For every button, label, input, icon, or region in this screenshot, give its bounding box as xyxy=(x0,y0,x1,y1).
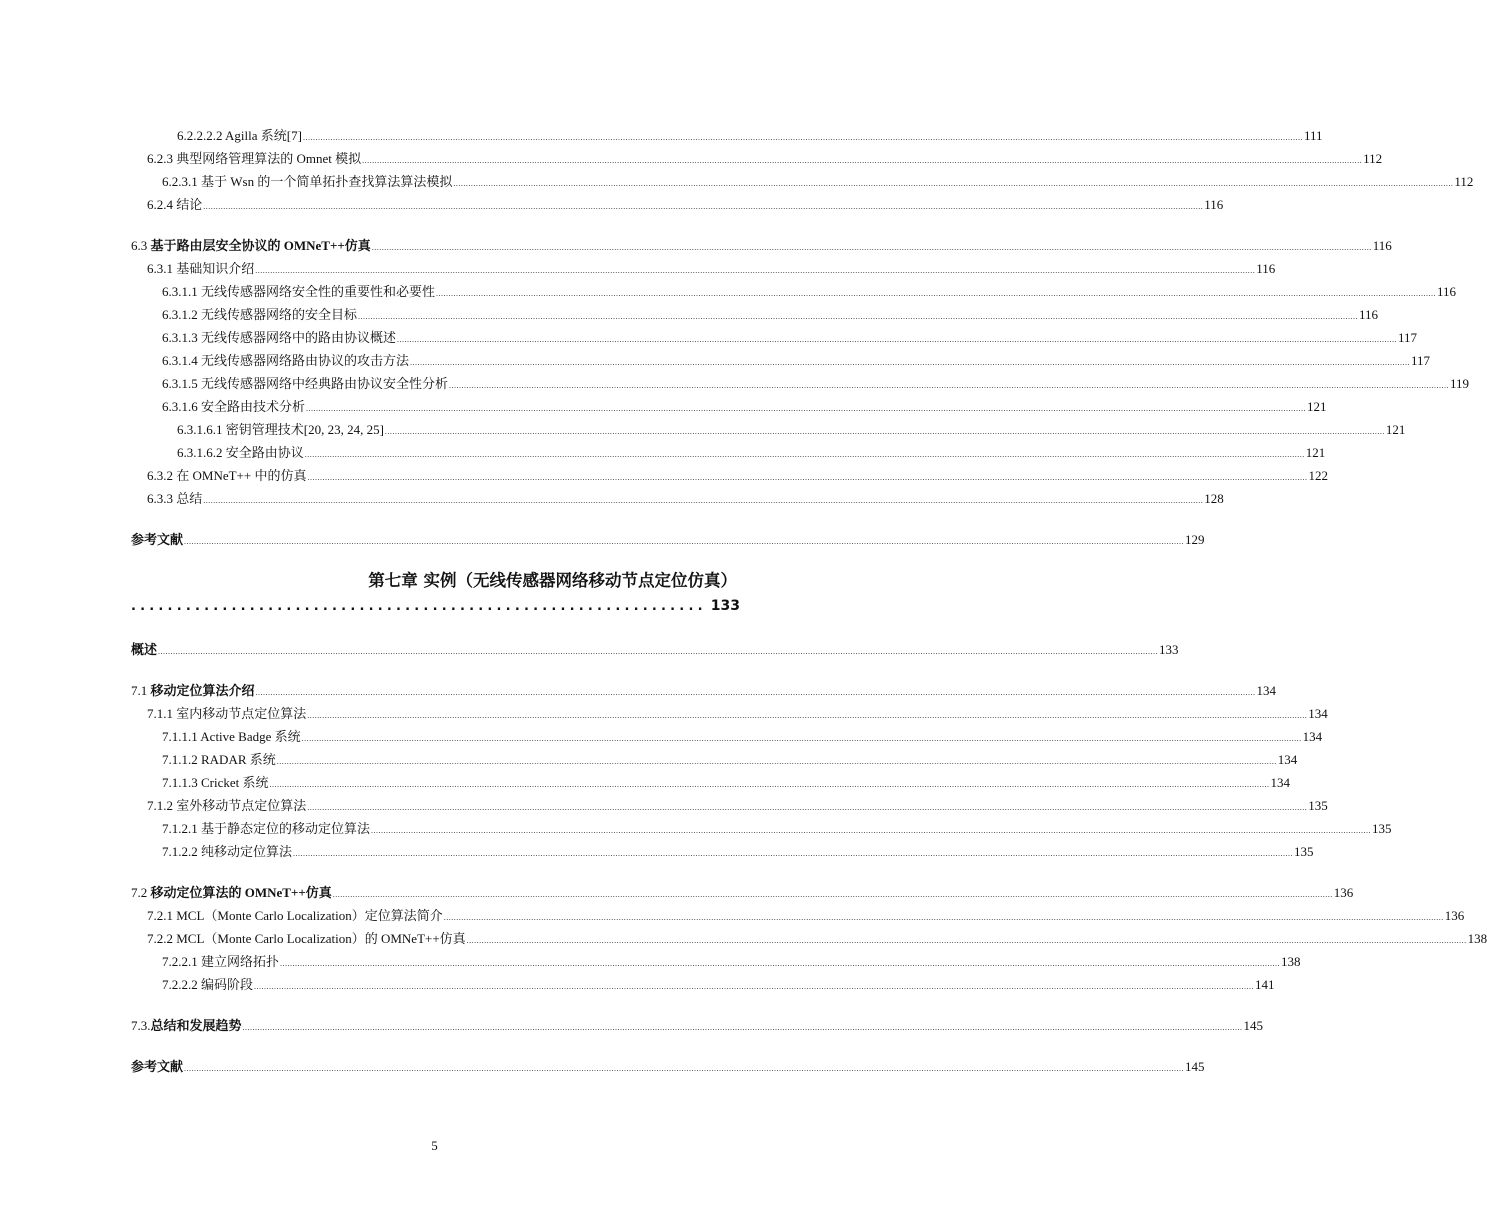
toc-entry[interactable] xyxy=(131,303,1379,326)
toc-entry[interactable] xyxy=(131,881,1354,904)
toc-entry-number: 6.3 xyxy=(131,238,151,253)
toc-entry-title: 7.1.1 室内移动节点定位算法 xyxy=(147,706,307,721)
toc-entry-page: 138 xyxy=(1281,954,1301,969)
toc-spacer xyxy=(131,1037,737,1055)
toc-leader-dots: ................................................................................................................................................................................................................................................................................................................................................................................................................ xyxy=(255,266,1256,275)
toc-entry-page: 134 xyxy=(1270,775,1291,790)
toc-entry-page: 112 xyxy=(1454,174,1474,189)
toc-entry-bold-title: 移动定位算法介绍 xyxy=(150,683,255,698)
toc-entry-page: 112 xyxy=(1363,151,1383,166)
toc-entry-title xyxy=(131,679,255,702)
toc-leader-dots: ................................................................................................................................................................................................................................................................................................................................................................................................................ xyxy=(332,890,1333,899)
toc-entry-title: 6.3.1.6.2 安全路由协议 xyxy=(177,445,304,460)
toc-leader-dots: ................................................................................................................................................................................................................................................................................................................................................................................................................ xyxy=(293,849,1294,858)
chapter-7-heading xyxy=(131,568,740,618)
toc-entry-page: 145 xyxy=(1243,1018,1264,1033)
toc-entry-page: 116 xyxy=(1437,284,1457,299)
toc-entry-page: 145 xyxy=(1185,1059,1205,1074)
toc-entry[interactable] xyxy=(131,349,1431,372)
toc-entry-title: 6.3.2 在 OMNeT++ 中的仿真 xyxy=(147,468,307,483)
toc-leader-dots: ................................................................................................................................................................................................................................................................................................................................................................................................................ xyxy=(466,936,1467,945)
toc-entry-page: 111 xyxy=(1303,128,1323,143)
toc-entry-page: 135 xyxy=(1372,821,1392,836)
toc-entry-title: 6.3.1.6 安全路由技术分析 xyxy=(162,399,306,414)
toc-entry-title: 6.3.1.1 无线传感器网络安全性的重要性和必要性 xyxy=(162,284,436,299)
toc-entry-title: 6.2.2.2.2 Agilla 系统[7] xyxy=(177,128,302,143)
toc-entry-title: 6.3.1 基础知识介绍 xyxy=(147,261,255,276)
toc-entry[interactable] xyxy=(131,234,1392,257)
toc-entry[interactable] xyxy=(131,679,1277,702)
toc-entry-bold-title: 基于路由层安全协议的 OMNeT++仿真 xyxy=(150,238,371,253)
toc-leader-dots: ................................................................................................................................................................................................................................................................................................................................................................................................................ xyxy=(449,381,1450,390)
toc-entry[interactable] xyxy=(131,280,1457,303)
toc-entry-title: 6.2.3.1 基于 Wsn 的一个简单拓扑查找算法算法模拟 xyxy=(162,174,453,189)
toc-section-6 xyxy=(131,124,1474,551)
toc-entry-page: 138 xyxy=(1467,931,1487,946)
toc-entry[interactable] xyxy=(131,487,1224,510)
toc-entry-title xyxy=(131,1055,183,1078)
toc-entry-title: 6.3.1.6.1 密钥管理技术[20, 23, 24, 25] xyxy=(177,422,384,437)
toc-entry-page: 119 xyxy=(1450,376,1470,391)
toc-entry-title: 6.3.1.5 无线传感器网络中经典路由协议安全性分析 xyxy=(162,376,449,391)
toc-entry-page: 134 xyxy=(1308,706,1328,721)
toc-entry[interactable] xyxy=(131,441,1326,464)
toc-leader-dots: ................................................................................................................................................................................................................................................................................................................................................................................................................ xyxy=(254,982,1255,991)
toc-entry-page: 117 xyxy=(1398,330,1418,345)
toc-entry-page: 117 xyxy=(1411,353,1431,368)
toc-leader-dots: ................................................................................................................................................................................................................................................................................................................................................................................................................ xyxy=(242,1023,1243,1032)
toc-entry-page: 134 xyxy=(1277,752,1298,767)
toc-entry-title: 7.2.1 MCL（Monte Carlo Localization）定位算法简介 xyxy=(147,908,443,923)
toc-entry-page: 121 xyxy=(1307,399,1327,414)
toc-leader-dots: ................................................................................................................................................................................................................................................................................................................................................................................................................ xyxy=(443,913,1444,922)
toc-entry-title: 6.2.3 典型网络管理算法的 Omnet 模拟 xyxy=(147,151,362,166)
toc-leader-dots: ................................................................................................................................................................................................................................................................................................................................................................................................................ xyxy=(453,179,1454,188)
toc-leader-dots: ................................................................................................................................................................................................................................................................................................................................................................................................................ xyxy=(362,156,1363,165)
chapter-dots: ............................................................... xyxy=(131,599,707,614)
toc-entry[interactable] xyxy=(131,257,1276,280)
toc-entry[interactable] xyxy=(131,725,1323,748)
toc-leader-dots: ................................................................................................................................................................................................................................................................................................................................................................................................................ xyxy=(436,289,1437,298)
toc-entry[interactable] xyxy=(131,418,1406,441)
toc-entry[interactable] xyxy=(131,904,1465,927)
toc-entry[interactable] xyxy=(131,124,1323,147)
toc-entry-page: 116 xyxy=(1372,238,1392,253)
toc-entry[interactable] xyxy=(131,326,1418,349)
toc-entry[interactable] xyxy=(131,464,1328,487)
toc-leader-dots: ................................................................................................................................................................................................................................................................................................................................................................................................................ xyxy=(371,826,1372,835)
toc-entry-title: 7.1.2.2 纯移动定位算法 xyxy=(162,844,293,859)
toc-entry-page: 121 xyxy=(1385,422,1406,437)
toc-leader-dots: ................................................................................................................................................................................................................................................................................................................................................................................................................ xyxy=(184,1064,1185,1073)
toc-entry-page: 135 xyxy=(1294,844,1314,859)
toc-entry-page: 141 xyxy=(1255,977,1275,992)
toc-leader-dots: ................................................................................................................................................................................................................................................................................................................................................................................................................ xyxy=(371,243,1372,252)
toc-spacer xyxy=(131,216,737,234)
toc-leader-dots: ................................................................................................................................................................................................................................................................................................................................................................................................................ xyxy=(358,312,1359,321)
toc-entry-page: 128 xyxy=(1204,491,1224,506)
toc-entry[interactable] xyxy=(131,817,1392,840)
toc-leader-dots: ................................................................................................................................................................................................................................................................................................................................................................................................................ xyxy=(301,734,1302,743)
toc-entry[interactable] xyxy=(131,193,1224,216)
toc-entry-page: 136 xyxy=(1444,908,1465,923)
page-number: 5 xyxy=(431,1138,438,1153)
toc-entry-title: 7.2.2.2 编码阶段 xyxy=(162,977,254,992)
toc-entry-page: 135 xyxy=(1308,798,1328,813)
toc-entry[interactable] xyxy=(131,170,1474,193)
toc-entry-title: 6.2.4 结论 xyxy=(147,197,203,212)
toc-entry[interactable] xyxy=(131,748,1298,771)
toc-entry-bold-title: 参考文献 xyxy=(131,532,184,547)
toc-section-7 xyxy=(131,638,1487,1078)
toc-entry[interactable] xyxy=(131,638,1179,661)
toc-spacer xyxy=(131,661,737,679)
toc-leader-dots: ................................................................................................................................................................................................................................................................................................................................................................................................................ xyxy=(307,473,1308,482)
toc-leader-dots: ................................................................................................................................................................................................................................................................................................................................................................................................................ xyxy=(384,427,1385,436)
toc-entry[interactable] xyxy=(131,147,1383,170)
toc-entry[interactable] xyxy=(131,395,1327,418)
toc-entry-title: 7.1.1.1 Active Badge 系统 xyxy=(162,729,301,744)
toc-leader-dots: ................................................................................................................................................................................................................................................................................................................................................................................................................ xyxy=(269,780,1270,789)
toc-entry-title xyxy=(131,1014,242,1037)
toc-entry-page: 134 xyxy=(1302,729,1323,744)
toc-leader-dots: ................................................................................................................................................................................................................................................................................................................................................................................................................ xyxy=(410,358,1411,367)
chapter-leader-line xyxy=(131,594,740,618)
toc-entry-title: 7.1.2.1 基于静态定位的移动定位算法 xyxy=(162,821,371,836)
toc-leader-dots: ................................................................................................................................................................................................................................................................................................................................................................................................................ xyxy=(203,202,1204,211)
toc-entry-bold-title: 参考文献 xyxy=(131,1059,184,1074)
toc-entry-bold-title: 总结和发展趋势 xyxy=(150,1018,242,1033)
toc-spacer xyxy=(131,863,737,881)
chapter-page-number: 133 xyxy=(710,598,740,614)
toc-entry-number: 7.1 xyxy=(131,683,151,698)
toc-entry[interactable] xyxy=(131,528,1205,551)
toc-entry-bold-title: 移动定位算法的 OMNeT++仿真 xyxy=(150,885,332,900)
toc-entry-page: 116 xyxy=(1204,197,1224,212)
toc-entry[interactable] xyxy=(131,794,1328,817)
toc-leader-dots: ................................................................................................................................................................................................................................................................................................................................................................................................................ xyxy=(255,688,1256,697)
toc-entry-title: 6.3.1.3 无线传感器网络中的路由协议概述 xyxy=(162,330,397,345)
toc-leader-dots: ................................................................................................................................................................................................................................................................................................................................................................................................................ xyxy=(302,133,1303,142)
toc-leader-dots: ................................................................................................................................................................................................................................................................................................................................................................................................................ xyxy=(276,757,1277,766)
toc-entry-title: 7.2.2.1 建立网络拓扑 xyxy=(162,954,280,969)
toc-entry-title xyxy=(131,638,157,661)
toc-entry[interactable] xyxy=(131,1055,1205,1078)
toc-entry-title xyxy=(131,881,332,904)
toc-entry-title: 7.1.1.2 RADAR 系统 xyxy=(162,752,276,767)
toc-leader-dots: ................................................................................................................................................................................................................................................................................................................................................................................................................ xyxy=(306,404,1307,413)
chapter-title: 第七章 实例（无线传感器网络移动节点定位仿真） xyxy=(368,571,737,590)
toc-entry[interactable] xyxy=(131,702,1328,725)
toc-entry-number: 7.2 xyxy=(131,885,151,900)
toc-leader-dots: ................................................................................................................................................................................................................................................................................................................................................................................................................ xyxy=(184,537,1185,546)
toc-entry[interactable] xyxy=(131,771,1291,794)
toc-entry-title: 6.3.1.4 无线传感器网络路由协议的攻击方法 xyxy=(162,353,410,368)
toc-entry-title: 6.3.3 总结 xyxy=(147,491,203,506)
toc-entry[interactable] xyxy=(131,1014,1264,1037)
toc-leader-dots: ................................................................................................................................................................................................................................................................................................................................................................................................................ xyxy=(158,647,1159,656)
toc-entry-title: 6.3.1.2 无线传感器网络的安全目标 xyxy=(162,307,358,322)
toc-entry-page: 133 xyxy=(1159,642,1179,657)
toc-entry-title: 7.2.2 MCL（Monte Carlo Localization）的 OMNeT++仿真 xyxy=(147,931,466,946)
toc-entry-number: 7.3. xyxy=(131,1018,151,1033)
toc-entry-bold-title: 概述 xyxy=(131,642,158,657)
toc-entry-page: 121 xyxy=(1305,445,1326,460)
toc-entry[interactable] xyxy=(131,372,1470,395)
toc-entry[interactable] xyxy=(131,973,1275,996)
toc-entry-page: 134 xyxy=(1256,683,1277,698)
toc-entry[interactable] xyxy=(131,927,1487,950)
toc-leader-dots: ................................................................................................................................................................................................................................................................................................................................................................................................................ xyxy=(307,803,1308,812)
toc-leader-dots: ................................................................................................................................................................................................................................................................................................................................................................................................................ xyxy=(304,450,1305,459)
toc-spacer xyxy=(131,996,737,1014)
toc-leader-dots: ................................................................................................................................................................................................................................................................................................................................................................................................................ xyxy=(203,496,1204,505)
toc-entry-title: 7.1.1.3 Cricket 系统 xyxy=(162,775,269,790)
toc-entry-page: 129 xyxy=(1185,532,1205,547)
toc-entry-page: 116 xyxy=(1256,261,1276,276)
toc-entry-title: 7.1.2 室外移动节点定位算法 xyxy=(147,798,307,813)
toc-entry[interactable] xyxy=(131,840,1314,863)
toc-leader-dots: ................................................................................................................................................................................................................................................................................................................................................................................................................ xyxy=(307,711,1308,720)
toc-entry-title xyxy=(131,234,371,257)
toc-entry[interactable] xyxy=(131,950,1301,973)
toc-leader-dots: ................................................................................................................................................................................................................................................................................................................................................................................................................ xyxy=(280,959,1281,968)
toc-leader-dots: ................................................................................................................................................................................................................................................................................................................................................................................................................ xyxy=(397,335,1398,344)
toc-entry-page: 122 xyxy=(1308,468,1328,483)
toc-entry-page: 116 xyxy=(1359,307,1379,322)
toc-entry-title xyxy=(131,528,183,551)
toc-entry-page: 136 xyxy=(1333,885,1354,900)
toc-spacer xyxy=(131,510,737,528)
